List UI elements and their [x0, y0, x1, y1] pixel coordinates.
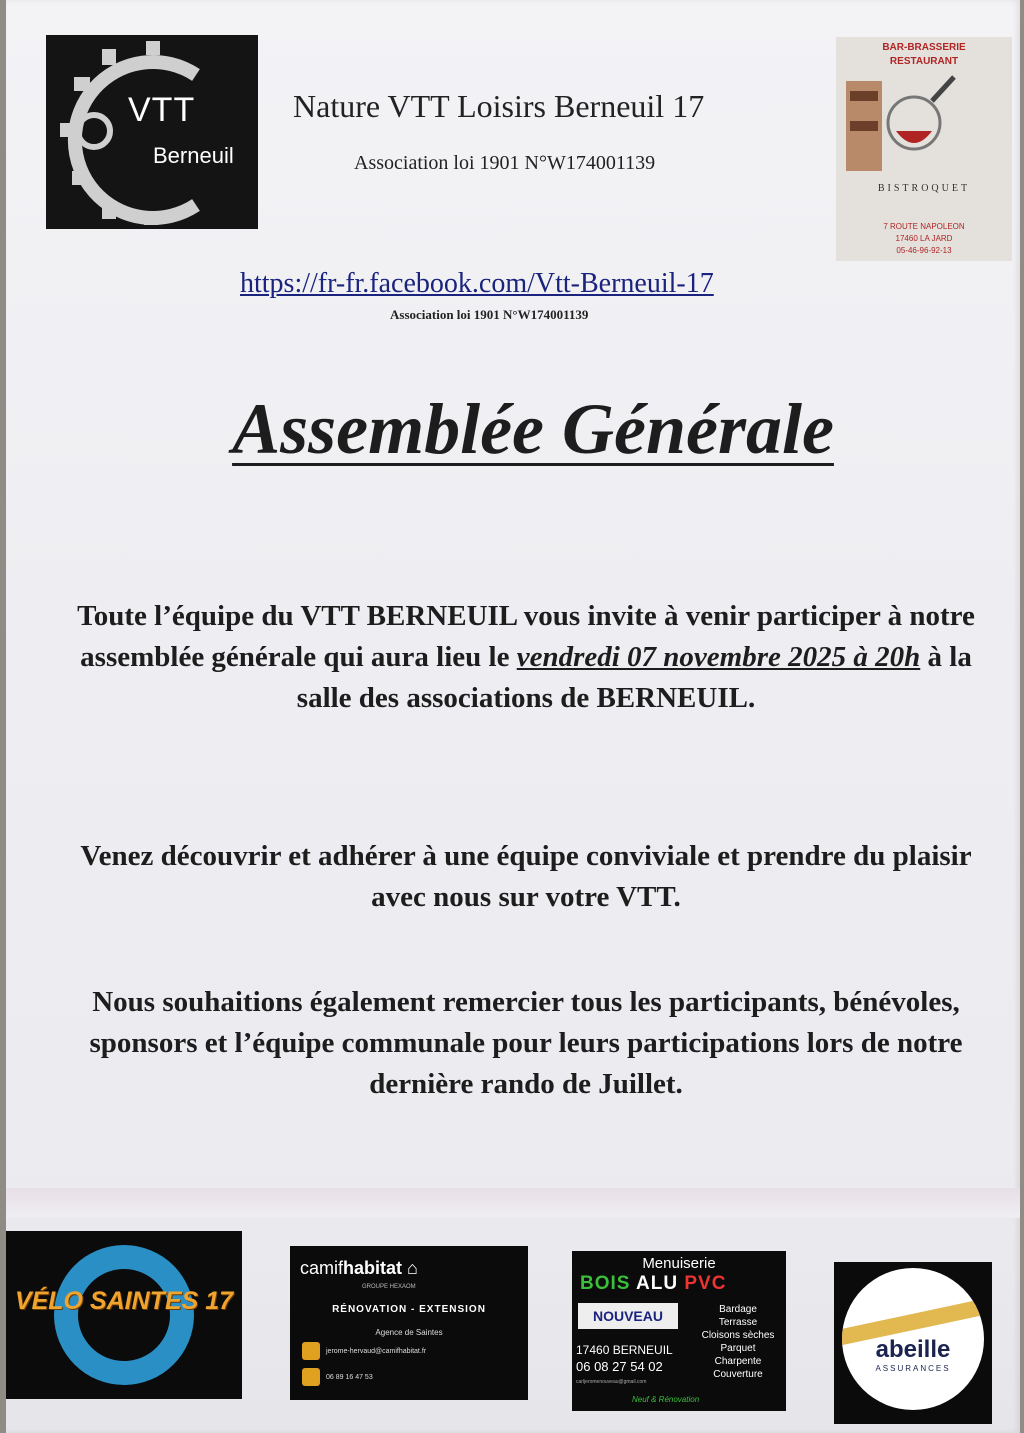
abeille-name: abeille: [875, 1336, 951, 1363]
material-alu: ALU: [636, 1273, 679, 1294]
join-paragraph: Venez découvrir et adhérer à une équipe conviviale et prendre du plaisir avec nous sur votre VTT.: [80, 840, 972, 913]
material-pvc: PVC: [684, 1273, 727, 1294]
camif-group: GROUPE HEXAOM: [362, 1284, 416, 1290]
menuiserie-phone: 06 08 27 54 02: [576, 1359, 663, 1374]
mail-icon: [302, 1342, 320, 1360]
menuiserie-brand: NOUVEAU: [578, 1303, 678, 1329]
camif-agence: Agence de Saintes: [375, 1328, 443, 1337]
facebook-association-number: Association loi 1901 N°W174001139: [390, 307, 589, 322]
camif-services: RÉNOVATION - EXTENSION: [332, 1304, 486, 1315]
vtt-berneuil-logo: [46, 35, 258, 229]
material-bois: BOIS: [580, 1273, 631, 1294]
wine-glass-icon: [836, 71, 1012, 181]
paper-edge-band: [6, 1188, 1020, 1218]
camif-email: jerome-hervaud@camifhabitat.fr: [326, 1347, 427, 1355]
phone-icon: [302, 1368, 320, 1386]
abeille-logo: [842, 1268, 984, 1410]
menuiserie-materials: [580, 1273, 726, 1295]
invitation-text-start: Toute l’équipe du VTT BERNEUIL vous invite à venir participer à notre assemblée générale qui aura lieu le: [77, 600, 975, 673]
invitation-text-end: à la salle des associations de BERNEUIL.: [296, 641, 972, 714]
camif-phone-row: [302, 1368, 373, 1386]
sponsor-abeille-assurances: [834, 1262, 992, 1424]
menuiserie-city: 17460 BERNEUIL: [576, 1343, 673, 1357]
velo-saintes-text: VÉLO SAINTES 17: [14, 1287, 234, 1315]
event-date: vendredi 07 novembre 2025 à 20h: [516, 641, 921, 673]
camif-email-row: [302, 1342, 426, 1360]
menuiserie-title: Menuiserie: [642, 1255, 716, 1272]
gear-chainring-icon: [46, 35, 258, 229]
bistroquet-logo: [836, 37, 1012, 261]
bistro-name: BISTROQUET: [877, 183, 971, 194]
camif-brand-part1: camif: [300, 1258, 344, 1278]
association-number: Association loi 1901 N°W174001139: [354, 152, 656, 174]
club-name-heading: Nature VTT Loisirs Berneuil 17: [293, 88, 705, 124]
bistro-address: 7 ROUTE NAPOLEON 17460 LA JARD 05-46-96-92-13: [883, 222, 965, 255]
menuiserie-footer: Neuf & Rénovation: [632, 1395, 700, 1404]
vtt-logo-subtitle: Berneuil: [153, 143, 234, 168]
main-title-text: Assemblée Générale: [232, 389, 834, 469]
abeille-sub: ASSURANCES: [875, 1364, 951, 1373]
bistro-category: BAR-BRASSERIE RESTAURANT: [882, 42, 966, 67]
camif-brand-part2: habitat: [343, 1258, 403, 1278]
main-title: [6, 388, 1020, 471]
sponsor-velo-saintes: [6, 1231, 242, 1399]
sponsor-menuiserie: [572, 1251, 786, 1411]
flyer-sheet: [6, 0, 1020, 1433]
thanks-paragraph: Nous souhaitions également remercier tous les participants, bénévoles, sponsors et l’équipe communale pour leurs participations lors de notre dernière rando de Juillet.: [89, 986, 963, 1100]
menuiserie-services: Bardage Terrasse Cloisons sèches Parquet Charpente Couverture: [701, 1304, 775, 1380]
invitation-paragraph: [66, 596, 986, 719]
camif-brand: [300, 1258, 418, 1279]
sponsor-camif-habitat: [290, 1246, 528, 1400]
vtt-logo-title: VTT: [128, 91, 196, 129]
menuiserie-email: carljeromenouveau@gmail.com: [576, 1379, 647, 1385]
camif-phone: 06 89 16 47 53: [326, 1373, 373, 1381]
facebook-link[interactable]: https://fr-fr.facebook.com/Vtt-Berneuil-17: [240, 268, 714, 299]
house-icon: ⌂: [407, 1258, 418, 1278]
